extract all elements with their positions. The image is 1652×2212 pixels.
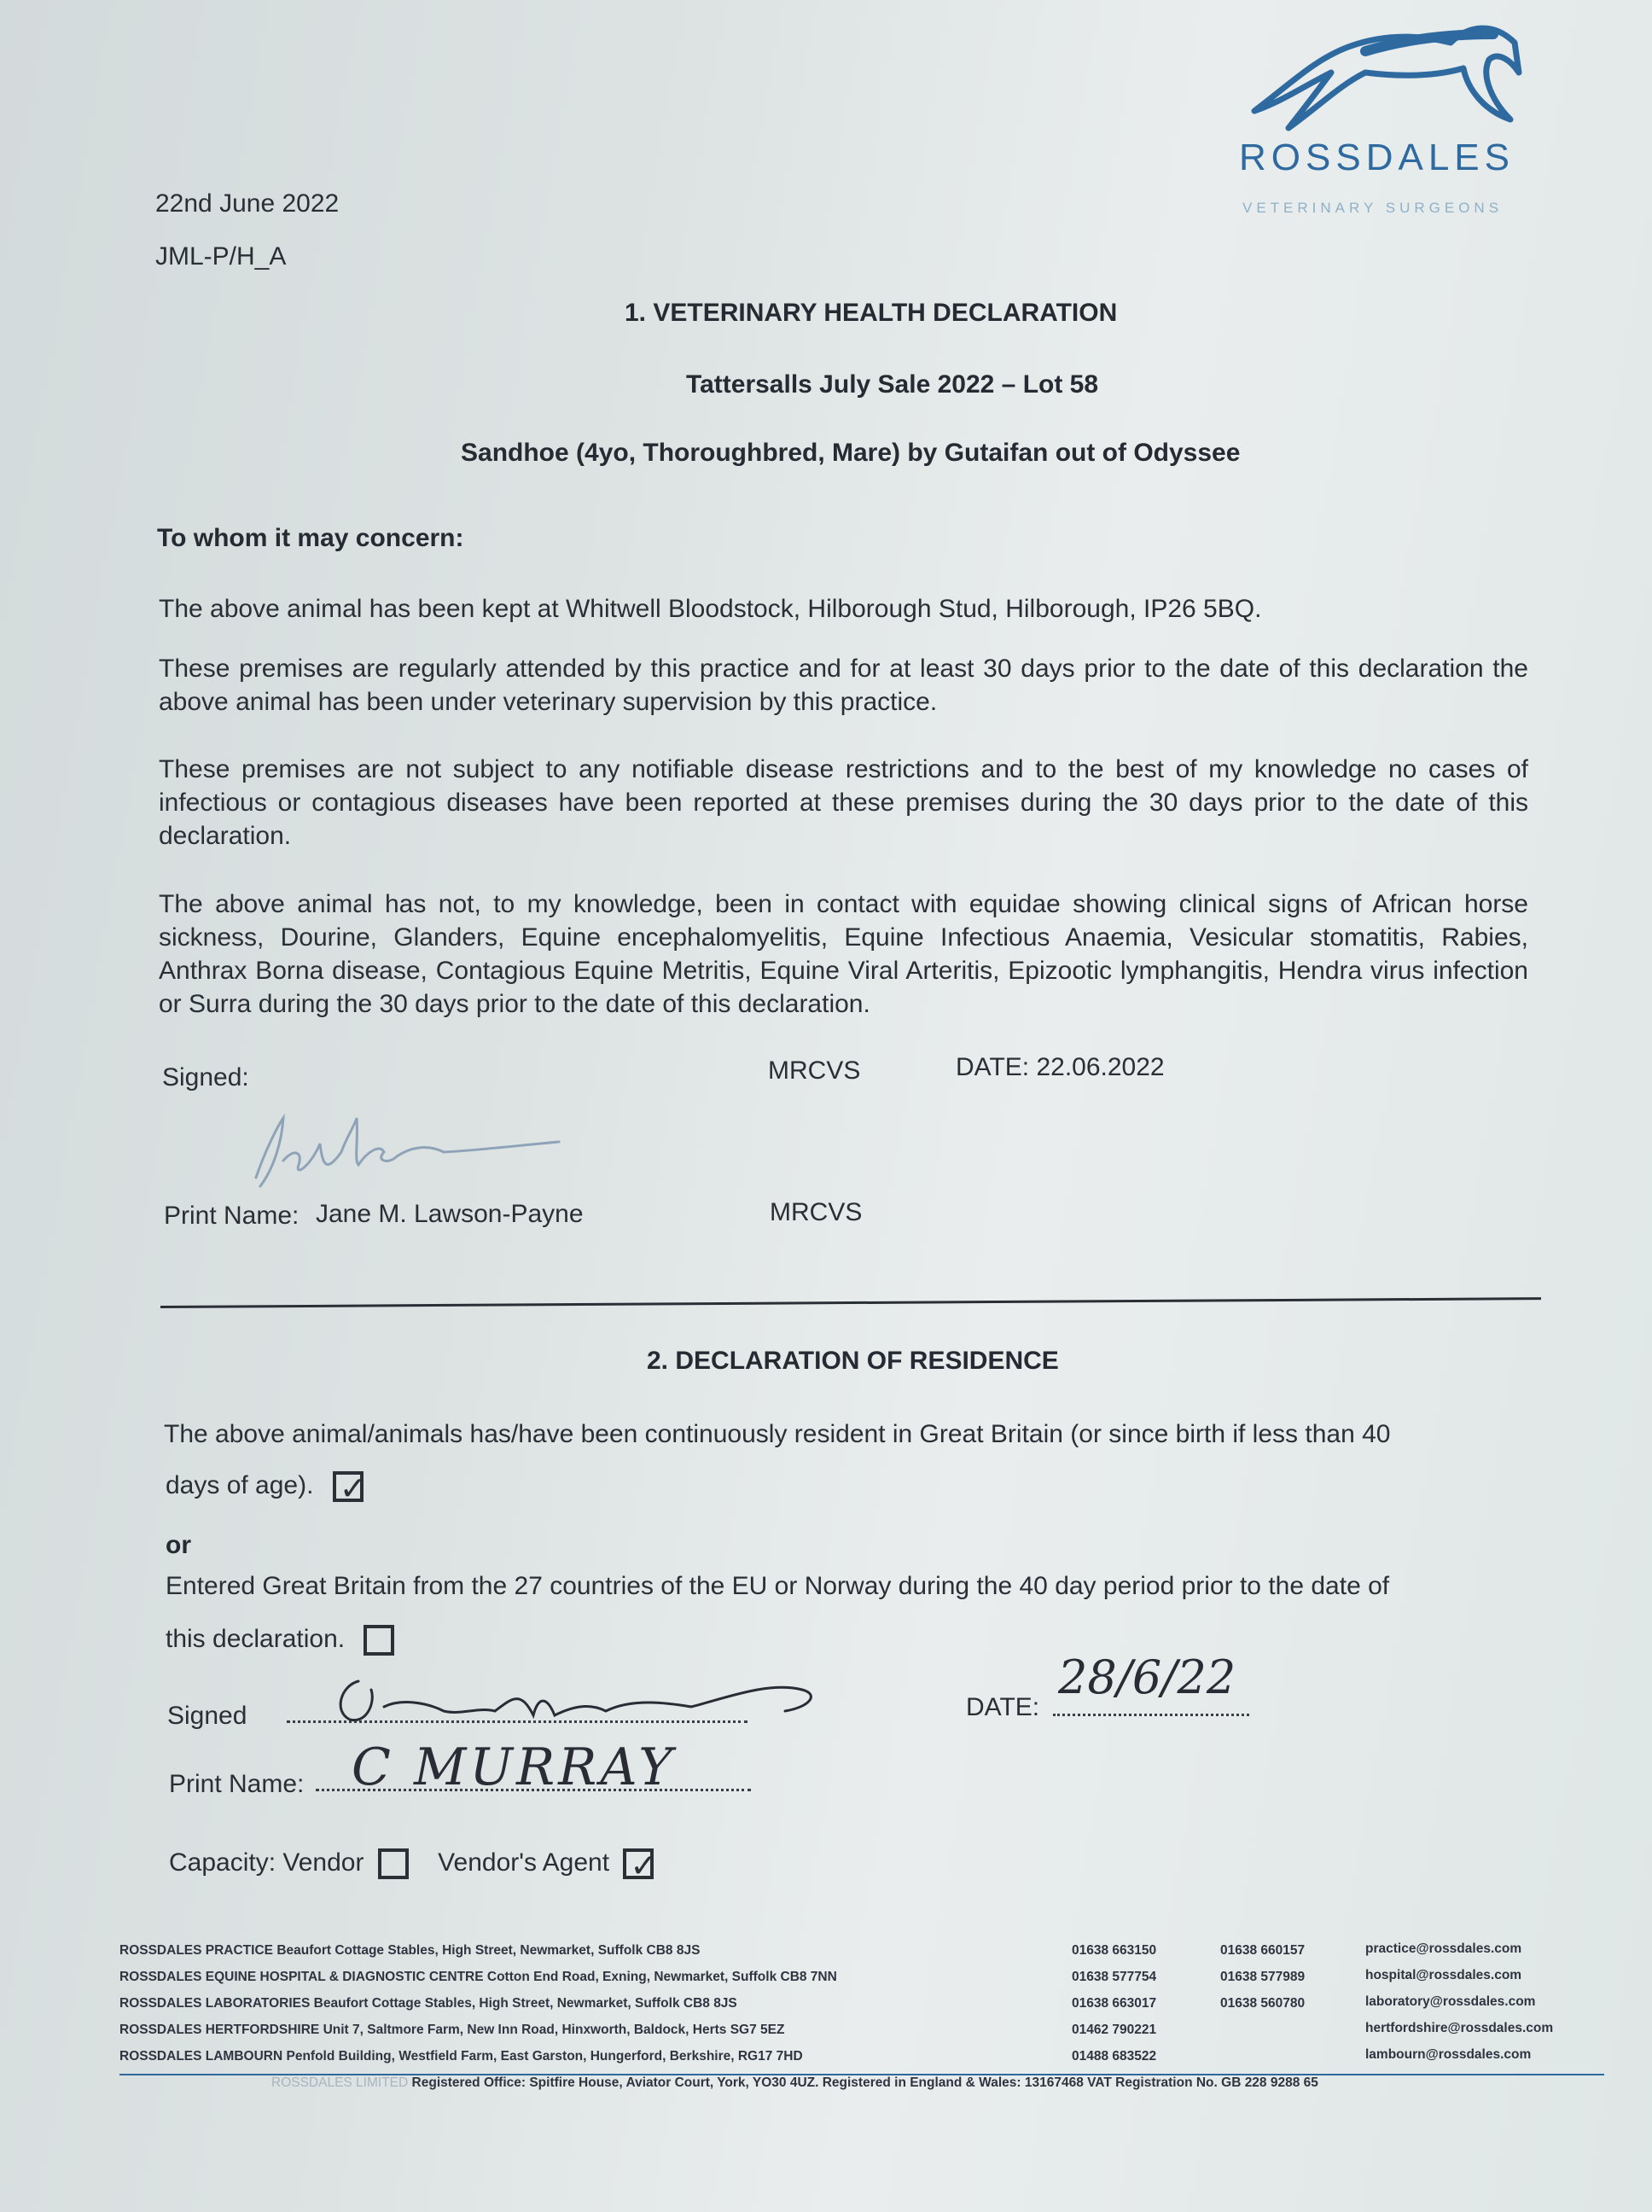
footer-address: Penfold Building, Westfield Farm, East Garston, Hungerford, Berkshire, RG17 7HD: [286, 2049, 803, 2064]
letter-date: 22nd June 2022: [155, 189, 340, 218]
logo-tagline: VETERINARY SURGEONS: [1242, 200, 1504, 216]
sale-heading: Tattersalls July Sale 2022 – Lot 58: [686, 370, 1099, 399]
footer-fax-number: 01638 577989: [1220, 1970, 1306, 1984]
mrcvs-label-2: MRCVS: [770, 1198, 863, 1226]
footer-fax-number: 01638 660157: [1220, 1943, 1306, 1958]
paragraph-premises: The above animal has been kept at Whitwell Bloodstock, Hilborough Stud, Hilborough, IP26 5BQ.: [159, 595, 1262, 623]
footer-address: Beaufort Cottage Stables, High Street, Newmarket, Suffolk CB8 8JS: [313, 1996, 737, 2011]
print-name-label: Print Name:: [164, 1202, 300, 1230]
signed2-label: Signed: [167, 1702, 247, 1730]
date2-label: DATE:: [966, 1693, 1040, 1721]
mrcvs-label: MRCVS: [768, 1057, 861, 1085]
footer-tel: 01638 577754: [1072, 1970, 1157, 1984]
signed-label: Signed:: [162, 1063, 249, 1091]
declaration-date: DATE: 22.06.2022: [956, 1053, 1165, 1081]
vendors-agent-checkbox[interactable]: [623, 1847, 658, 1885]
paragraph-restrictions: These premises are not subject to any notifiable disease restrictions and to the best of my knowledge no cases of infectious or contagious diseases have been reported at these premises during the 30 days prior to the date of this declaration.: [159, 755, 1528, 850]
residence-option-1-line2: [166, 1470, 367, 1508]
footer-row: [119, 2043, 837, 2069]
footer-email[interactable]: lambourn@rossdales.com: [1365, 2047, 1532, 2062]
handwritten-print-name: C MURRAY: [352, 1738, 676, 1797]
animal-heading: Sandhoe (4yo, Thoroughbred, Mare) by Gutaifan out of Odyssee: [461, 439, 1241, 467]
capacity-vendor-label: Capacity: Vendor: [169, 1848, 364, 1877]
footer-fax: [1220, 1937, 1305, 2017]
section-divider: [160, 1297, 1541, 1308]
footer-row: [119, 1964, 837, 1990]
vet-signature: [230, 1101, 563, 1203]
footer-unit: ROSSDALES LAMBOURN: [119, 2049, 283, 2064]
footer-address: Beaufort Cottage Stables, High Street, Newmarket, Suffolk CB8 8JS: [276, 1943, 701, 1958]
footer-address: Unit 7, Saltmore Farm, New Inn Road, Hinxworth, Baldock, Herts SG7 5EZ: [323, 2023, 785, 2037]
reference: JML-P/H_A: [155, 242, 287, 271]
footer-row: [119, 1990, 837, 2017]
footer-telephones: [1072, 1937, 1156, 2069]
footer-emails: [1365, 1936, 1553, 2068]
or-label: or: [166, 1531, 191, 1559]
check-mark-icon: ✓: [339, 1470, 367, 1508]
date-line: [1053, 1714, 1249, 1716]
continuously-resident-checkbox[interactable]: [333, 1470, 367, 1508]
residence-option-1-line1: The above animal/animals has/have been continuously resident in Great Britain (or since birth if less than 40: [164, 1420, 1391, 1448]
footer-address: Cotton End Road, Exning, Newmarket, Suffolk CB8 7NN: [486, 1970, 837, 1984]
footer-fax-number: 01638 560780: [1220, 1996, 1306, 2011]
footer-row: [119, 2017, 837, 2043]
print-name2-label: Print Name:: [169, 1770, 305, 1798]
footer-unit: ROSSDALES EQUINE HOSPITAL & DIAGNOSTIC CENTRE: [119, 1970, 484, 1984]
footer-unit: ROSSDALES HERTFORDSHIRE: [119, 2023, 320, 2037]
residence-option-2-line1: Entered Great Britain from the 27 countries of the EU or Norway during the 40 day period prior to the date of: [166, 1572, 1390, 1600]
entered-from-eu-checkbox[interactable]: [364, 1625, 394, 1656]
logo-name: ROSSDALES: [1239, 137, 1515, 178]
registered-office: [271, 2075, 1318, 2091]
salutation: To whom it may concern:: [157, 524, 464, 552]
residence-option-2-line2: [166, 1625, 394, 1656]
footer-tel: 01638 663017: [1072, 1996, 1157, 2011]
capacity-row: [169, 1847, 658, 1885]
check-mark-icon: ✓: [630, 1847, 658, 1885]
vendor-checkbox[interactable]: [378, 1848, 409, 1879]
vendor-signature: [324, 1656, 819, 1732]
handwritten-date: 28/6/22: [1058, 1650, 1236, 1704]
section1-title: 1. VETERINARY HEALTH DECLARATION: [625, 299, 1118, 327]
section2-title: 2. DECLARATION OF RESIDENCE: [647, 1347, 1059, 1375]
footer-email[interactable]: laboratory@rossdales.com: [1365, 1994, 1536, 2009]
paragraph-contact: The above animal has not, to my knowledge, been in contact with equidae showing clinical signs of African horse sickness, Dourine, Glanders, Equine encephalomyelitis, Equine Infectious Anaemia, Vesicular stomatitis, Rabies, Anthrax Borna disease, Contagious Equine Metritis, Equine Viral Arteritis, Epizootic lymphangitis, Hendra virus infection or Surra during the 30 days prior to the date of this declaration.: [159, 890, 1528, 1018]
residence-option-1-text: days of age).: [166, 1471, 314, 1499]
footer-row: [119, 1937, 837, 1964]
footer-unit: ROSSDALES PRACTICE: [119, 1943, 273, 1958]
residence-option-2-text: this declaration.: [166, 1625, 346, 1653]
rossdales-logo: [1229, 9, 1536, 222]
print-name: Jane M. Lawson-Payne: [316, 1200, 584, 1228]
paragraph-supervision: These premises are regularly attended by this practice and for at least 30 days prior to the date of this declaration the above animal has been under veterinary supervision by this practice.: [159, 655, 1528, 716]
footer-email[interactable]: hospital@rossdales.com: [1365, 1968, 1522, 1982]
footer-email[interactable]: hertfordshire@rossdales.com: [1365, 2021, 1554, 2035]
company-name: ROSSDALES LIMITED: [271, 2075, 409, 2090]
footer-unit: ROSSDALES LABORATORIES: [119, 1996, 311, 2011]
footer-addresses: [119, 1937, 837, 2069]
horse-logo-icon: [1237, 9, 1527, 137]
registered-details: Registered Office: Spitfire House, Aviator Court, York, YO30 4UZ. Registered in England & Wales: 13167468 VAT Registration No. GB 228 9288 65: [411, 2075, 1318, 2090]
footer-email[interactable]: practice@rossdales.com: [1365, 1941, 1522, 1956]
footer-tel: 01638 663150: [1072, 1943, 1157, 1958]
footer-tel: 01488 683522: [1072, 2049, 1157, 2064]
vendors-agent-label: Vendor's Agent: [438, 1848, 610, 1877]
footer-tel: 01462 790221: [1072, 2023, 1157, 2037]
